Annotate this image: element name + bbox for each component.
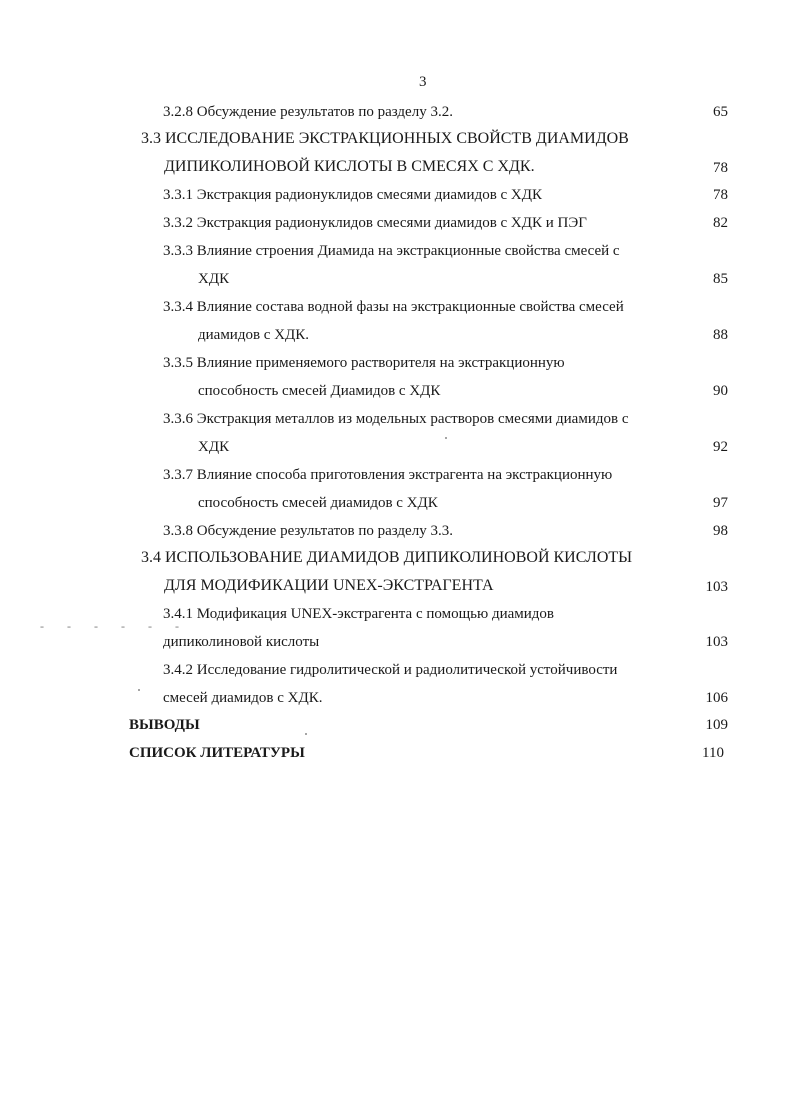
scan-artifact-dots: - - - - - - [40, 619, 189, 633]
toc-entry-page: 85 [713, 271, 728, 287]
toc-entry-text: способность смесей Диамидов с ХДК [198, 383, 441, 399]
toc-entry-text: 3.2.8 Обсуждение результатов по разделу 3.2. [163, 104, 453, 120]
toc-entry-text: ДЛЯ МОДИФИКАЦИИ UNEX-ЭКСТРАГЕНТА [164, 577, 494, 594]
toc-entry-page: 88 [713, 327, 728, 343]
toc-entry-page: 78 [713, 187, 728, 203]
toc-entry-text: 3.3.7 Влияние способа приготовления экстрагента на экстракционную [163, 467, 613, 483]
toc-entry-text: 3.3.8 Обсуждение результатов по разделу 3.3. [163, 523, 453, 539]
toc-entry-text: 3.3 ИССЛЕДОВАНИЕ ЭКСТРАКЦИОННЫХ СВОЙСТВ ДИАМИДОВ [141, 130, 629, 147]
toc-entry-text: 3.4.2 Исследование гидролитической и радиолитической устойчивости [163, 662, 618, 678]
toc-entry-page: 82 [713, 215, 728, 231]
toc-entry-text: 3.3.6 Экстракция металлов из модельных растворов смесями диамидов с [163, 411, 629, 427]
toc-entry-text: 3.3.1 Экстракция радионуклидов смесями диамидов с ХДК [163, 187, 543, 203]
toc-entry-page: 103 [705, 634, 728, 650]
toc-entry-text: 3.3.3 Влияние строения Диамида на экстракционные свойства смесей с [163, 243, 620, 259]
toc-entry-text: 3.4 ИСПОЛЬЗОВАНИЕ ДИАМИДОВ ДИПИКОЛИНОВОЙ КИСЛОТЫ [141, 549, 633, 566]
toc-entry-text: 3.3.5 Влияние применяемого растворителя на экстракционную [163, 355, 565, 371]
toc-references: СПИСОК ЛИТЕРАТУРЫ [129, 745, 305, 761]
toc-entry-page: 97 [713, 495, 728, 511]
toc-entry-text: 3.3.2 Экстракция радионуклидов смесями диамидов с ХДК и ПЭГ [163, 215, 587, 231]
toc-entry-page: 106 [705, 690, 728, 706]
toc-entry-page: 98 [713, 523, 728, 539]
toc-entry-page: 109 [705, 717, 728, 733]
toc-entry-page: 103 [705, 579, 728, 595]
page-number: 3 [419, 74, 427, 90]
toc-entry-page: 65 [713, 104, 728, 120]
scan-speck [305, 733, 307, 735]
toc-entry-text: ДИПИКОЛИНОВОЙ КИСЛОТЫ В СМЕСЯХ С ХДК. [164, 158, 535, 175]
scan-speck [445, 437, 447, 439]
toc-entry-page: 78 [713, 160, 728, 176]
toc-conclusions: ВЫВОДЫ [129, 717, 200, 733]
toc-entry-page: 90 [713, 383, 728, 399]
toc-entry-text: диамидов с ХДК. [198, 327, 310, 343]
scan-speck [138, 689, 140, 691]
toc-entry-text: 3.4.1 Модификация UNEX-экстрагента с помощью диамидов [163, 606, 554, 622]
toc-entry-text: дипиколиновой кислоты [163, 634, 320, 650]
toc-entry-text: 3.3.4 Влияние состава водной фазы на экстракционные свойства смесей [163, 299, 624, 315]
toc-entry-page: 92 [713, 439, 728, 455]
toc-entry-text: ХДК [198, 439, 230, 455]
toc-entry-text: способность смесей диамидов с ХДК [198, 495, 438, 511]
toc-entry-text: ХДК [198, 271, 230, 287]
toc-entry-text: смесей диамидов с ХДК. [163, 690, 323, 706]
toc-entry-page: 110 [702, 745, 724, 761]
